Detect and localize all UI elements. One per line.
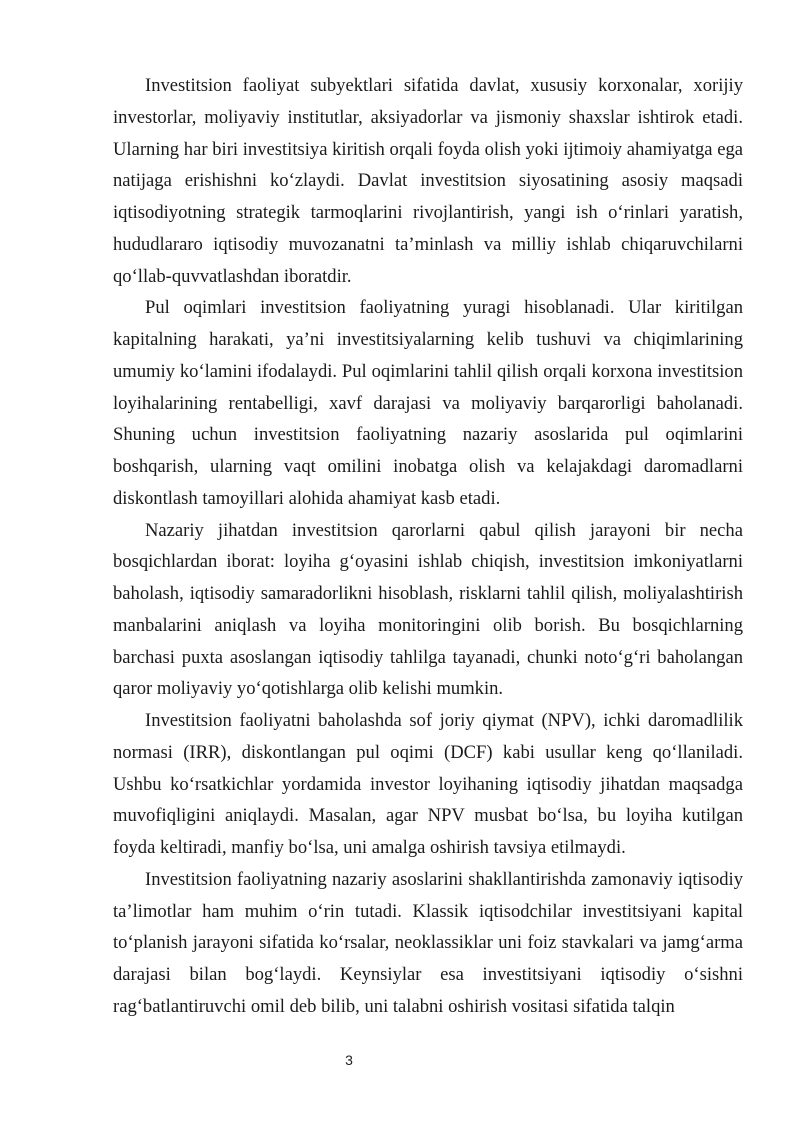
page-body-text: [113, 70, 743, 1023]
paragraph-economic-theories: Investitsion faoliyatning nazariy asoslarini shakllantirishda zamonaviy iqtisodiy ta’limotlar ham muhim o‘rin tutadi. Klassik iqtisodchilar investitsiyani kapital to‘planish jarayoni sifatida ko‘rsalar, neoklassiklar uni foiz stavkalari va jamg‘arma darajasi bilan bog‘laydi. Keynsiylar esa investitsiyani iqtisodiy o‘sishni rag‘batlantiruvchi omil deb bilib, uni talabni oshirish vositasi sifatida talqin: [113, 868, 743, 1017]
page-number-text: 3: [345, 1052, 353, 1068]
paragraph-evaluation-methods: Investitsion faoliyatni baholashda sof joriy qiymat (NPV), ichki daromadlilik normasi (IRR), diskontlangan pul oqimi (DCF) kabi usullar keng qo‘llaniladi. Ushbu ko‘rsatkichlar yordamida investor loyihaning iqtisodiy jihatdan maqsadga muvofiqligini aniqlaydi. Masalan, agar NPV musbat bo‘lsa, bu loyiha kutilgan foyda keltiradi, manfiy bo‘lsa, uni amalga oshirish tavsiya etilmaydi.: [113, 710, 743, 858]
paragraph-cash-flows: Pul oqimlari investitsion faoliyatning yuragi hisoblanadi. Ular kiritilgan kapitalning harakati, ya’ni investitsiyalarning kelib tushuvi va chiqimlarining umumiy ko‘lamini ifodalaydi. Pul oqimlarini tahlil qilish orqali korxona investitsion loyihalarining rentabelligi, xavf darajasi va moliyaviy barqarorligi baholanadi. Shuning uchun investitsion faoliyatning nazariy asoslarida pul oqimlarini boshqarish, ularning vaqt omilini inobatga olish va kelajakdagi daromadlarni diskontlash tamoyillari alohida ahamiyat kasb etadi.: [113, 297, 743, 509]
paragraph-decision-stages: Nazariy jihatdan investitsion qarorlarni qabul qilish jarayoni bir necha bosqichlardan iborat: loyiha g‘oyasini ishlab chiqish, investitsion imkoniyatlarni baholash, iqtisodiy samaradorlikni hisoblash, risklarni tahlil qilish, moliyalashtirish manbalarini aniqlash va loyiha monitoringini olib borish. Bu bosqichlarning barchasi puxta asoslangan iqtisodiy tahlilga tayanadi, chunki noto‘g‘ri baholangan qaror moliyaviy yo‘qotishlarga olib kelishi mumkin.: [113, 519, 743, 700]
paragraph-investment-subjects: Investitsion faoliyat subyektlari sifatida davlat, xususiy korxonalar, xorijiy investorlar, moliyaviy institutlar, aksiyadorlar va jismoniy shaxslar ishtirok etadi. Ularning har biri investitsiya kiritish orqali foyda olish yoki ijtimoiy ahamiyatga ega natijaga erishishni ko‘zlaydi. Davlat investitsion siyosatining asosiy maqsadi iqtisodiyotning strategik tarmoqlarini rivojlantirish, yangi ish o‘rinlari yaratish, hududlararo iqtisodiy muvozanatni ta’minlash va milliy ishlab chiqaruvchilarni qo‘llab-quvvatlashdan iboratdir.: [113, 75, 743, 287]
page-number: [0, 1052, 800, 1068]
